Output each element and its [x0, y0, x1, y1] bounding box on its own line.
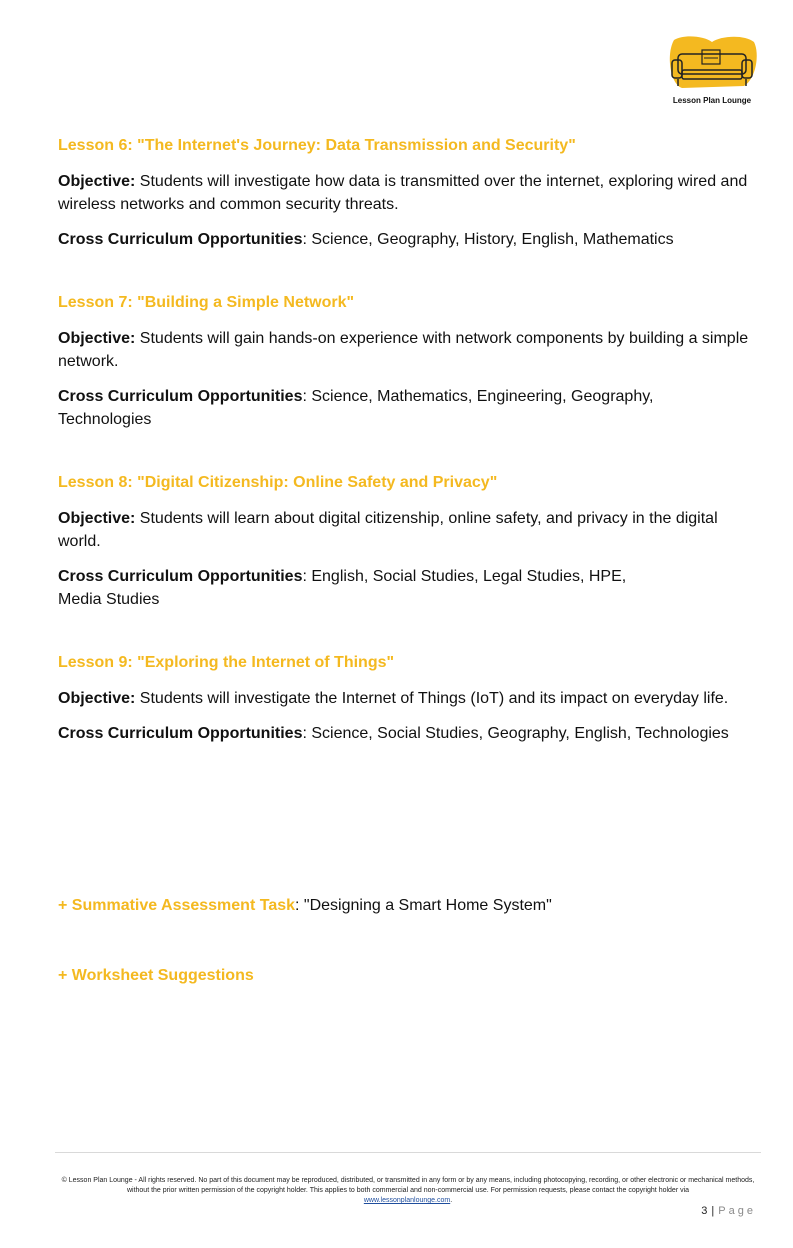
sofa-logo-icon — [664, 34, 760, 94]
worksheet-label: + Worksheet Suggestions — [58, 967, 254, 984]
objective — [58, 327, 750, 373]
logo-text: Lesson Plan Lounge — [672, 96, 752, 105]
page-number-value: 3 — [701, 1205, 708, 1217]
lesson-title: Lesson 7: "Building a Simple Network" — [58, 294, 355, 311]
page-number — [701, 1205, 756, 1217]
footer-divider — [55, 1152, 761, 1153]
cross-text: : Science, Social Studies, Geography, English, Technologies — [302, 725, 729, 742]
summative-text: : "Designing a Smart Home System" — [295, 897, 552, 914]
cross-label: Cross Curriculum Opportunities — [58, 231, 303, 248]
lesson-title: Lesson 6: "The Internet's Journey: Data Transmission and Security" — [58, 137, 576, 154]
objective-text: Students will learn about digital citizenship, online safety, and privacy in the digital world. — [58, 510, 718, 550]
lesson-list — [58, 136, 750, 787]
cross-curriculum — [58, 565, 750, 611]
cross-label: Cross Curriculum Opportunities — [58, 568, 303, 585]
cross-label: Cross Curriculum Opportunities — [58, 388, 303, 405]
objective — [58, 170, 750, 216]
footer-copyright — [55, 1176, 761, 1206]
cross-text: : Science, Geography, History, English, Mathematics — [302, 231, 674, 248]
lesson-7 — [58, 293, 750, 431]
objective-label: Objective: — [58, 330, 136, 347]
objective-label: Objective: — [58, 510, 136, 527]
cross-curriculum — [58, 228, 750, 251]
page-separator: | — [707, 1205, 719, 1217]
cross-text-line2: Media Studies — [58, 591, 160, 608]
objective-label: Objective: — [58, 173, 136, 190]
objective — [58, 687, 750, 710]
objective-label: Objective: — [58, 690, 136, 707]
lesson-6 — [58, 136, 750, 251]
objective — [58, 507, 750, 553]
cross-text-line1: : English, Social Studies, Legal Studies, HPE, — [302, 568, 627, 585]
lesson-9 — [58, 653, 750, 745]
website-link[interactable]: www.lessonplanlounge.com — [363, 1197, 451, 1204]
summative-assessment — [58, 896, 552, 916]
cross-text: : Science, Mathematics, Engineering, Geography, Technologies — [58, 388, 654, 428]
lesson-8 — [58, 473, 750, 611]
lesson-title: Lesson 8: "Digital Citizenship: Online Safety and Privacy" — [58, 474, 498, 491]
worksheet-suggestions — [58, 966, 254, 986]
cross-curriculum — [58, 722, 750, 745]
lesson-title: Lesson 9: "Exploring the Internet of Things" — [58, 654, 395, 671]
page-label: Page — [718, 1205, 756, 1217]
summative-label: + Summative Assessment Task — [58, 897, 296, 914]
objective-text: Students will gain hands-on experience with network components by building a simple network. — [58, 330, 749, 370]
objective-text: Students will investigate the Internet of Things (IoT) and its impact on everyday life. — [135, 690, 729, 707]
link-suffix: . — [450, 1197, 453, 1204]
cross-curriculum — [58, 385, 750, 431]
cross-label: Cross Curriculum Opportunities — [58, 725, 303, 742]
copyright-text: © Lesson Plan Lounge - All rights reserved. No part of this document may be reproduced, distributed, or transmitted in any form or by any means, including photocopying, recording, or other electronic or mechanical methods, without the prior written permission of the copyright holder. This applies to both commercial and non-commercial use. For permission requests, please contact the copyright holder via — [61, 1177, 755, 1194]
objective-text: Students will investigate how data is transmitted over the internet, exploring wired and wireless networks and common security threats. — [58, 173, 748, 213]
logo — [664, 34, 760, 114]
